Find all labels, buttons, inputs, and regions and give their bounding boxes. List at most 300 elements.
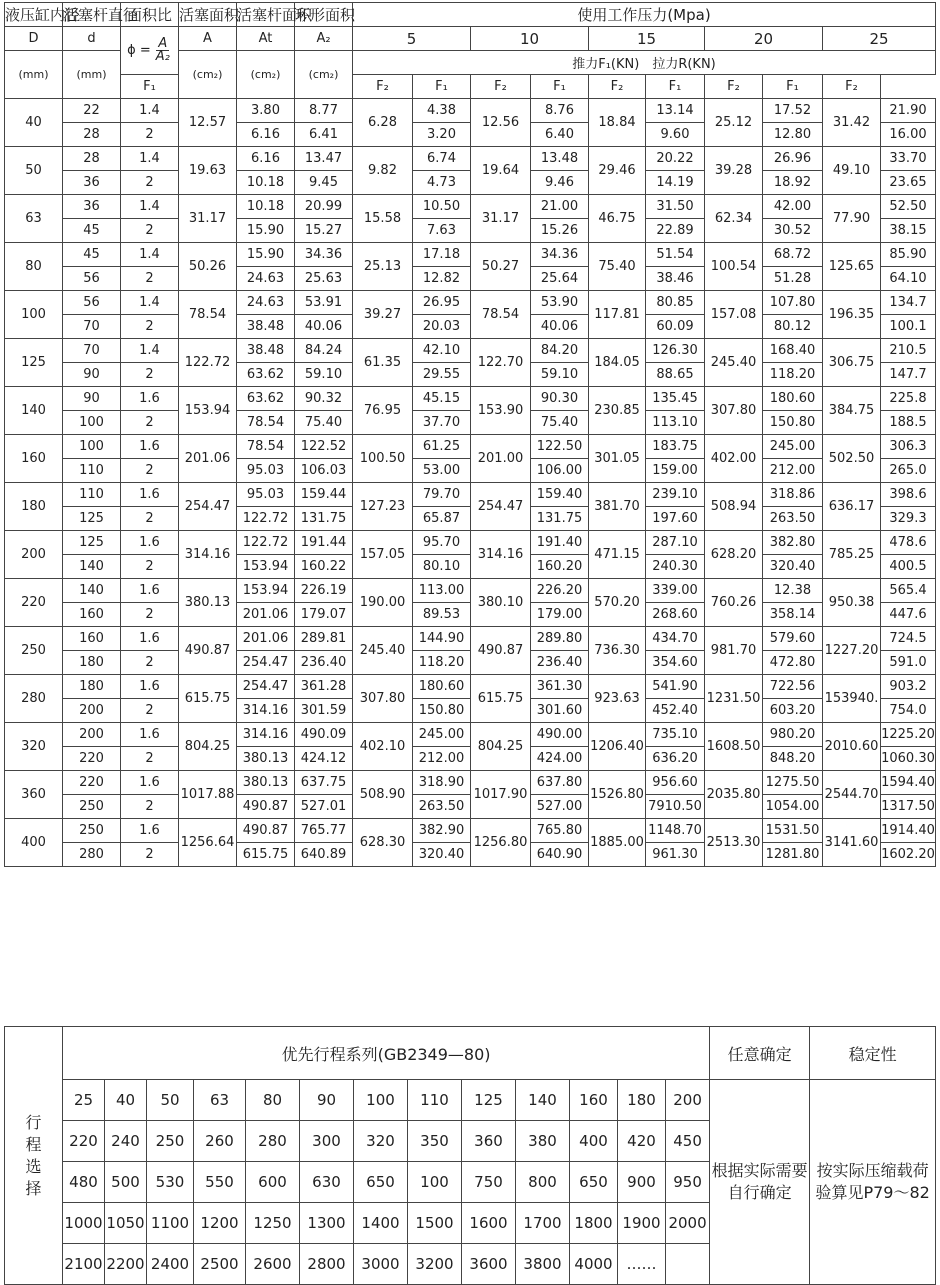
cell-f2: 89.53: [413, 603, 471, 627]
cell-f1: 923.63: [589, 675, 646, 723]
cell-f1: 201.00: [471, 435, 531, 483]
cell-f1: 254.47: [471, 483, 531, 531]
cell-f2: 60.09: [646, 315, 705, 339]
cell-f1: 9.82: [353, 147, 413, 195]
table-row: [5, 675, 936, 699]
cell-f2: 33.70: [881, 147, 936, 171]
cell-f2: 447.6: [881, 603, 936, 627]
cell-annular-area: 106.03: [295, 459, 353, 483]
stroke-value: 90: [300, 1080, 354, 1121]
stroke-value: ……: [618, 1244, 666, 1285]
cell-f2: 53.00: [413, 459, 471, 483]
cell-f2: 4.73: [413, 171, 471, 195]
cell-f2: 306.3: [881, 435, 936, 459]
cell-f2: 541.90: [646, 675, 705, 699]
cell-rod-area: 254.47: [237, 675, 295, 699]
table-row: [5, 483, 936, 507]
cell-f2: 168.40: [763, 339, 823, 363]
cell-f2: 9.60: [646, 123, 705, 147]
cell-f1: 25.13: [353, 243, 413, 291]
cell-f2: 329.3: [881, 507, 936, 531]
cell-f2: 636.20: [646, 747, 705, 771]
table-row: [5, 771, 936, 795]
cell-annular-area: 160.22: [295, 555, 353, 579]
cell-f2: 8.76: [531, 99, 589, 123]
cell-f1: 76.95: [353, 387, 413, 435]
cell-f1: 1885.00: [589, 819, 646, 867]
cell-piston-area: 490.87: [179, 627, 237, 675]
cell-area-ratio: 1.6: [121, 819, 179, 843]
cell-f2: 65.87: [413, 507, 471, 531]
cell-rod-dia: 56: [63, 267, 121, 291]
cell-f1: 6.28: [353, 99, 413, 147]
cell-piston-area: 78.54: [179, 291, 237, 339]
cell-rod-dia: 56: [63, 291, 121, 315]
cell-bore: 220: [5, 579, 63, 627]
cell-rod-area: 38.48: [237, 339, 295, 363]
cell-f1: 307.80: [353, 675, 413, 723]
cell-f2: 25.64: [531, 267, 589, 291]
cell-f2: 180.60: [763, 387, 823, 411]
cell-f2: 210.5: [881, 339, 936, 363]
stroke-side-label: [5, 1027, 63, 1285]
header-sym-A: A: [179, 27, 237, 51]
stroke-value: 3000: [354, 1244, 408, 1285]
header-annular-area: 环形面积: [295, 3, 353, 27]
cell-f2: 765.80: [531, 819, 589, 843]
stroke-value: 25: [63, 1080, 105, 1121]
stroke-value: 630: [300, 1162, 354, 1203]
cell-f2: 13.14: [646, 99, 705, 123]
table-row: [5, 819, 936, 843]
cell-f1: 1608.50: [705, 723, 763, 771]
cell-rod-dia: 220: [63, 747, 121, 771]
header-unit-cm-A: (cm₂): [179, 51, 237, 99]
cell-rod-area: 201.06: [237, 627, 295, 651]
cell-f2: 51.54: [646, 243, 705, 267]
header-pressure-10: 10: [471, 27, 589, 51]
stroke-value: 1050: [105, 1203, 147, 1244]
stroke-value: 800: [516, 1162, 570, 1203]
cell-rod-dia: 125: [63, 531, 121, 555]
stroke-value: 500: [105, 1162, 147, 1203]
cell-annular-area: 361.28: [295, 675, 353, 699]
table-row: [5, 411, 936, 435]
cell-f2: 34.36: [531, 243, 589, 267]
cell-annular-area: 40.06: [295, 315, 353, 339]
cell-f1: 25.12: [705, 99, 763, 147]
cell-f1: 75.40: [589, 243, 646, 291]
cell-f2: 212.00: [413, 747, 471, 771]
phi-fraction: [154, 38, 172, 63]
cell-annular-area: 13.47: [295, 147, 353, 171]
cell-f1: 736.30: [589, 627, 646, 675]
header-area-ratio: 面积比: [121, 3, 179, 27]
cell-area-ratio: 2: [121, 651, 179, 675]
cell-rod-dia: 280: [63, 843, 121, 867]
cell-f2: 113.10: [646, 411, 705, 435]
cell-f1: 15.58: [353, 195, 413, 243]
cell-f2: 4.38: [413, 99, 471, 123]
cell-f2: 135.45: [646, 387, 705, 411]
cell-area-ratio: 2: [121, 507, 179, 531]
cell-area-ratio: 2: [121, 123, 179, 147]
cell-annular-area: 6.41: [295, 123, 353, 147]
cell-f2: 236.40: [531, 651, 589, 675]
cell-f2: 88.65: [646, 363, 705, 387]
cell-f2: 80.85: [646, 291, 705, 315]
cell-f2: 150.80: [763, 411, 823, 435]
cell-f1: 384.75: [823, 387, 881, 435]
cell-rod-area: 15.90: [237, 243, 295, 267]
cell-annular-area: 527.01: [295, 795, 353, 819]
cell-f2: 7910.50: [646, 795, 705, 819]
cell-f1: 29.46: [589, 147, 646, 195]
cell-rod-area: 153.94: [237, 579, 295, 603]
stroke-value: 750: [462, 1162, 516, 1203]
stroke-value: 2800: [300, 1244, 354, 1285]
cell-rod-area: 6.16: [237, 147, 295, 171]
cell-f2: 18.92: [763, 171, 823, 195]
cell-f2: 9.46: [531, 171, 589, 195]
cell-f2: 361.30: [531, 675, 589, 699]
stroke-value: 240: [105, 1121, 147, 1162]
header-f1-label: F₁: [763, 75, 823, 99]
cell-f1: 471.15: [589, 531, 646, 579]
cell-f2: 21.90: [881, 99, 936, 123]
cell-piston-area: 1256.64: [179, 819, 237, 867]
cell-f1: 402.10: [353, 723, 413, 771]
cell-bore: 160: [5, 435, 63, 483]
cell-rod-dia: 140: [63, 555, 121, 579]
header-f2-label: F₂: [471, 75, 531, 99]
stroke-value: 530: [147, 1162, 194, 1203]
cell-piston-area: 615.75: [179, 675, 237, 723]
cell-area-ratio: 1.4: [121, 291, 179, 315]
cell-f2: 14.19: [646, 171, 705, 195]
cell-f2: 21.00: [531, 195, 589, 219]
cell-f2: 722.56: [763, 675, 823, 699]
cell-bore: 200: [5, 531, 63, 579]
cell-f1: 245.40: [353, 627, 413, 675]
cell-f2: 398.6: [881, 483, 936, 507]
cell-area-ratio: 2: [121, 747, 179, 771]
cell-annular-area: 8.77: [295, 99, 353, 123]
cell-f1: 153940.: [823, 675, 881, 723]
cell-rod-area: 38.48: [237, 315, 295, 339]
table-row: [5, 843, 936, 867]
cell-rod-dia: 200: [63, 699, 121, 723]
cell-f2: 42.00: [763, 195, 823, 219]
cell-rod-area: 615.75: [237, 843, 295, 867]
cell-rod-dia: 36: [63, 195, 121, 219]
cell-bore: 125: [5, 339, 63, 387]
cell-annular-area: 191.44: [295, 531, 353, 555]
cell-area-ratio: 1.6: [121, 531, 179, 555]
header-sym-d: d: [63, 27, 121, 51]
cell-bore: 250: [5, 627, 63, 675]
cell-f2: 640.90: [531, 843, 589, 867]
header-rod-area: 活塞杆面积: [237, 3, 295, 27]
cell-area-ratio: 2: [121, 219, 179, 243]
cell-f1: 77.90: [823, 195, 881, 243]
header-pressure-20: 20: [705, 27, 823, 51]
cell-rod-dia: 70: [63, 339, 121, 363]
cell-f2: 64.10: [881, 267, 936, 291]
cell-area-ratio: 1.6: [121, 723, 179, 747]
cell-annular-area: 75.40: [295, 411, 353, 435]
stroke-value: 260: [194, 1121, 246, 1162]
cell-f2: 245.00: [763, 435, 823, 459]
stroke-value: 2200: [105, 1244, 147, 1285]
table-row: [5, 531, 936, 555]
cell-annular-area: 424.12: [295, 747, 353, 771]
cell-f1: 981.70: [705, 627, 763, 675]
stroke-value: 320: [354, 1121, 408, 1162]
cell-f1: 628.30: [353, 819, 413, 867]
cell-f2: 339.00: [646, 579, 705, 603]
stroke-value: 2600: [246, 1244, 300, 1285]
cell-area-ratio: 1.4: [121, 99, 179, 123]
cell-f2: 75.40: [531, 411, 589, 435]
cell-annular-area: 640.89: [295, 843, 353, 867]
header-sym-D: D: [5, 27, 63, 51]
cell-area-ratio: 2: [121, 603, 179, 627]
cell-f1: 157.08: [705, 291, 763, 339]
table-row: [5, 147, 936, 171]
stroke-value: 125: [462, 1080, 516, 1121]
table-row: [5, 747, 936, 771]
cell-f2: 980.20: [763, 723, 823, 747]
cell-f2: 3.20: [413, 123, 471, 147]
cell-annular-area: 122.52: [295, 435, 353, 459]
cell-f2: 956.60: [646, 771, 705, 795]
cell-annular-area: 53.91: [295, 291, 353, 315]
stroke-side-label-text: 行 程 选 择: [25, 1112, 42, 1198]
cell-area-ratio: 2: [121, 843, 179, 867]
stroke-value: 2400: [147, 1244, 194, 1285]
cell-rod-area: 24.63: [237, 291, 295, 315]
cell-annular-area: 289.81: [295, 627, 353, 651]
cell-f2: 22.89: [646, 219, 705, 243]
cell-bore: 63: [5, 195, 63, 243]
header-pressure-15: 15: [589, 27, 705, 51]
cell-bore: 100: [5, 291, 63, 339]
cell-rod-area: 63.62: [237, 387, 295, 411]
header-sym-phi: [121, 27, 179, 75]
table-row: [5, 627, 936, 651]
cell-f2: 131.75: [531, 507, 589, 531]
cell-annular-area: 20.99: [295, 195, 353, 219]
cell-annular-area: 490.09: [295, 723, 353, 747]
table-row: [5, 291, 936, 315]
cell-bore: 80: [5, 243, 63, 291]
cell-area-ratio: 2: [121, 363, 179, 387]
header-sym-A2: A₂: [295, 27, 353, 51]
cell-f1: 125.65: [823, 243, 881, 291]
cell-f2: 42.10: [413, 339, 471, 363]
cell-rod-dia: 100: [63, 411, 121, 435]
table-row: [5, 243, 936, 267]
header-unit-mm-D: (mm): [5, 51, 63, 99]
cell-f1: 628.20: [705, 531, 763, 579]
cell-f1: 153.90: [471, 387, 531, 435]
cell-f2: 1275.50: [763, 771, 823, 795]
cell-rod-dia: 28: [63, 147, 121, 171]
cell-rod-dia: 200: [63, 723, 121, 747]
cell-annular-area: 226.19: [295, 579, 353, 603]
cell-rod-dia: 90: [63, 363, 121, 387]
stroke-value: 950: [666, 1162, 710, 1203]
table-row: [5, 507, 936, 531]
cell-f2: 107.80: [763, 291, 823, 315]
cell-f1: 122.70: [471, 339, 531, 387]
cell-f2: 735.10: [646, 723, 705, 747]
cell-f1: 804.25: [471, 723, 531, 771]
cell-f2: 1060.30: [881, 747, 936, 771]
stroke-selection-table: [4, 1026, 936, 1285]
cell-f2: 20.03: [413, 315, 471, 339]
cell-f1: 3141.60: [823, 819, 881, 867]
cell-piston-area: 50.26: [179, 243, 237, 291]
cell-f2: 12.82: [413, 267, 471, 291]
cell-f1: 1526.80: [589, 771, 646, 819]
stroke-value: 480: [63, 1162, 105, 1203]
cell-f2: 318.90: [413, 771, 471, 795]
cell-rod-dia: 36: [63, 171, 121, 195]
stroke-value: 3200: [408, 1244, 462, 1285]
table-row: [5, 555, 936, 579]
cell-rod-dia: 45: [63, 219, 121, 243]
stroke-value: 40: [105, 1080, 147, 1121]
table-row: [5, 435, 936, 459]
cell-f1: 18.84: [589, 99, 646, 147]
stroke-value: 140: [516, 1080, 570, 1121]
stroke-value: 250: [147, 1121, 194, 1162]
stroke-value: 1000: [63, 1203, 105, 1244]
phi-fraction-denominator: A₂: [155, 49, 170, 64]
cell-f2: 1317.50: [881, 795, 936, 819]
cell-piston-area: 122.72: [179, 339, 237, 387]
cell-rod-area: 95.03: [237, 483, 295, 507]
cell-f2: 1148.70: [646, 819, 705, 843]
cell-area-ratio: 1.4: [121, 243, 179, 267]
cell-area-ratio: 1.4: [121, 147, 179, 171]
cell-bore: 50: [5, 147, 63, 195]
cell-f1: 62.34: [705, 195, 763, 243]
cell-f1: 31.17: [471, 195, 531, 243]
cell-f1: 39.27: [353, 291, 413, 339]
cell-piston-area: 12.57: [179, 99, 237, 147]
cell-rod-area: 10.18: [237, 195, 295, 219]
cell-rod-area: 24.63: [237, 267, 295, 291]
cell-f2: 1914.40: [881, 819, 936, 843]
cell-f2: 382.80: [763, 531, 823, 555]
cell-f1: 100.50: [353, 435, 413, 483]
stroke-value: 2500: [194, 1244, 246, 1285]
cell-area-ratio: 2: [121, 411, 179, 435]
cell-annular-area: 90.32: [295, 387, 353, 411]
cell-piston-area: 153.94: [179, 387, 237, 435]
cell-rod-area: 78.54: [237, 435, 295, 459]
cell-rod-area: 201.06: [237, 603, 295, 627]
cell-f2: 90.30: [531, 387, 589, 411]
cell-f1: 31.42: [823, 99, 881, 147]
cell-f2: 106.00: [531, 459, 589, 483]
cell-f2: 37.70: [413, 411, 471, 435]
cell-f2: 301.60: [531, 699, 589, 723]
cell-rod-area: 380.13: [237, 771, 295, 795]
cell-rod-area: 3.80: [237, 99, 295, 123]
header-unit-mm-d: (mm): [63, 51, 121, 99]
cell-area-ratio: 2: [121, 315, 179, 339]
cell-f1: 502.50: [823, 435, 881, 483]
cell-rod-area: 95.03: [237, 459, 295, 483]
cell-rod-dia: 250: [63, 795, 121, 819]
stroke-value: 1300: [300, 1203, 354, 1244]
stroke-value: 2000: [666, 1203, 710, 1244]
header-piston-area: 活塞面积: [179, 3, 237, 27]
cell-f2: 1281.80: [763, 843, 823, 867]
cell-f2: 478.6: [881, 531, 936, 555]
cell-f2: 212.00: [763, 459, 823, 483]
cell-f2: 903.2: [881, 675, 936, 699]
cell-f2: 263.50: [763, 507, 823, 531]
cell-f1: 760.26: [705, 579, 763, 627]
cell-annular-area: 15.27: [295, 219, 353, 243]
stroke-value: 4000: [570, 1244, 618, 1285]
stroke-value: 110: [408, 1080, 462, 1121]
cell-f2: 147.7: [881, 363, 936, 387]
cell-f2: 424.00: [531, 747, 589, 771]
cell-f2: 59.10: [531, 363, 589, 387]
stroke-row: [5, 1080, 936, 1121]
cell-rod-dia: 160: [63, 603, 121, 627]
cell-piston-area: 380.13: [179, 579, 237, 627]
stroke-value: 280: [246, 1121, 300, 1162]
cell-f2: 188.5: [881, 411, 936, 435]
cell-f2: 961.30: [646, 843, 705, 867]
cell-f2: 637.80: [531, 771, 589, 795]
cell-f2: 17.18: [413, 243, 471, 267]
cell-f1: 78.54: [471, 291, 531, 339]
cell-f2: 159.00: [646, 459, 705, 483]
cell-rod-area: 78.54: [237, 411, 295, 435]
header-cyl-bore: 液压缸内径: [5, 3, 63, 27]
cell-f2: 400.5: [881, 555, 936, 579]
stroke-value: 100: [408, 1162, 462, 1203]
cell-f1: 508.94: [705, 483, 763, 531]
cell-piston-area: 201.06: [179, 435, 237, 483]
phi-symbol: ϕ =: [127, 43, 151, 58]
cell-annular-area: 84.24: [295, 339, 353, 363]
cell-f1: 2513.30: [705, 819, 763, 867]
cell-f2: 579.60: [763, 627, 823, 651]
cell-rod-dia: 110: [63, 459, 121, 483]
cell-f2: 490.00: [531, 723, 589, 747]
cell-f2: 144.90: [413, 627, 471, 651]
cell-piston-area: 1017.88: [179, 771, 237, 819]
cell-rod-dia: 45: [63, 243, 121, 267]
cell-f2: 38.46: [646, 267, 705, 291]
header-f2-label: F₂: [353, 75, 413, 99]
cell-f2: 472.80: [763, 651, 823, 675]
cell-f2: 118.20: [413, 651, 471, 675]
cell-area-ratio: 1.6: [121, 483, 179, 507]
cell-rod-dia: 70: [63, 315, 121, 339]
cell-rod-area: 314.16: [237, 723, 295, 747]
cell-bore: 320: [5, 723, 63, 771]
